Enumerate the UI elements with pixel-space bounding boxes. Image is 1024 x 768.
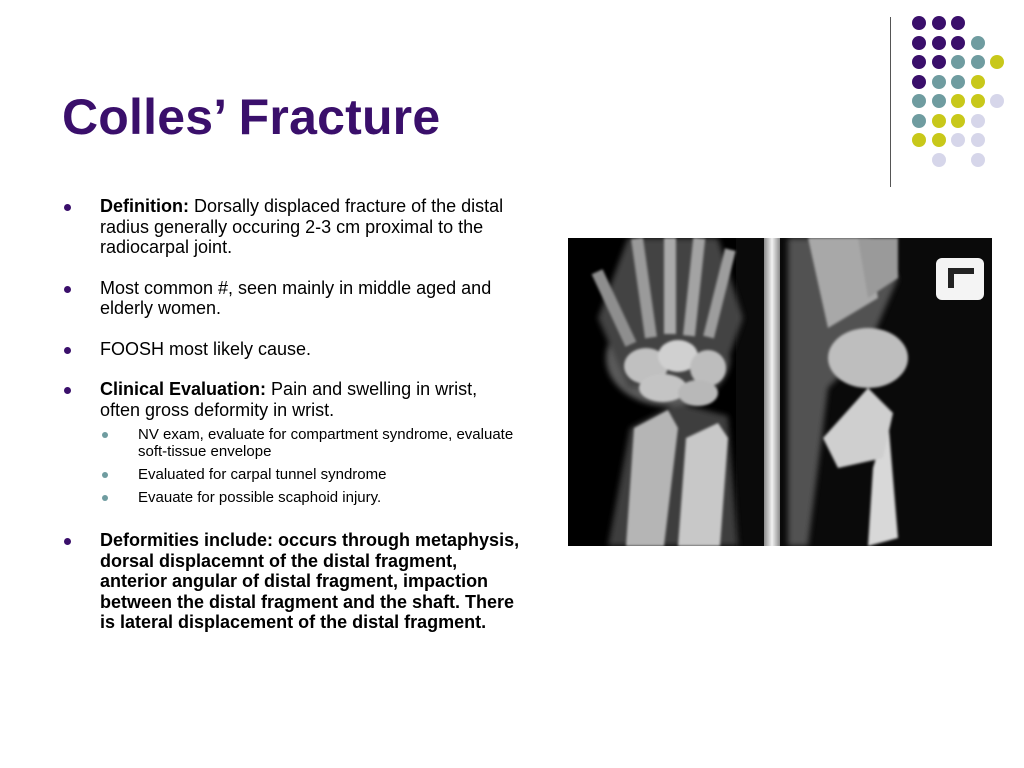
decorative-dot (932, 36, 946, 50)
decorative-dot (932, 16, 946, 30)
decorative-dot (971, 55, 985, 69)
bullet-label: Definition: (100, 196, 189, 216)
decorative-dot (912, 16, 926, 30)
decorative-dot (971, 75, 985, 89)
decorative-dot (971, 94, 985, 108)
slide-title: Colles’ Fracture (62, 89, 441, 145)
bullet-cause (62, 339, 522, 360)
decorative-dot (951, 36, 965, 50)
bullet-epidemiology (62, 278, 522, 319)
decorative-dot (971, 133, 985, 147)
bullet-text: FOOSH most likely cause. (100, 338, 312, 359)
decorative-dot (912, 94, 926, 108)
bullet-list (62, 196, 522, 657)
decorative-dot (912, 133, 926, 147)
decorative-dot (990, 55, 1004, 69)
decorative-dot (932, 94, 946, 108)
bullet-text: Most common #, seen mainly in middle aged and elderly women. (100, 277, 492, 318)
decorative-dot (951, 94, 965, 108)
decorative-dot (912, 114, 926, 128)
decorative-dot (951, 114, 965, 128)
decorative-dot (951, 55, 965, 69)
sub-bullet-carpal-tunnel: Evaluated for carpal tunnel syndrome (100, 466, 522, 483)
bullet-text: Dorsally displaced fracture of the distal radius generally occuring 2-3 cm proximal to the radiocarpal joint. (100, 196, 504, 257)
decorative-dot (912, 55, 926, 69)
wrist-xray-image (568, 238, 992, 546)
decorative-dot (912, 36, 926, 50)
bullet-text: Pain and swelling in wrist, often gross deformity in wrist. (100, 379, 478, 420)
decorative-dot (951, 133, 965, 147)
decorative-dot (971, 36, 985, 50)
bullet-clinical-evaluation (62, 379, 522, 506)
bullet-definition (62, 196, 522, 258)
decorative-dot (932, 114, 946, 128)
decorative-dot (932, 133, 946, 147)
decorative-dot (951, 16, 965, 30)
decorative-dot (951, 75, 965, 89)
bullet-label: Clinical Evaluation: (100, 379, 267, 399)
decorative-dot (971, 114, 985, 128)
bullet-text: Deformities include: occurs through metaphysis, dorsal displacemnt of the distal fragment, anterior angular of distal fragment, impaction between the distal fragment and the shaft. There is lateral displacement of the distal fragment. (100, 530, 520, 632)
divider-line (890, 17, 891, 187)
decorative-dot (990, 94, 1004, 108)
decorative-dot (932, 55, 946, 69)
decorative-dot (932, 153, 946, 167)
sub-bullet-scaphoid: Evauate for possible scaphoid injury. (100, 489, 522, 506)
decorative-dot (971, 153, 985, 167)
sub-bullet-list (100, 426, 522, 506)
decorative-dot (932, 75, 946, 89)
decorative-dot (912, 75, 926, 89)
bullet-deformities (62, 530, 522, 633)
sub-bullet-nv-exam: NV exam, evaluate for compartment syndrome, evaluate soft-tissue envelope (100, 426, 522, 460)
